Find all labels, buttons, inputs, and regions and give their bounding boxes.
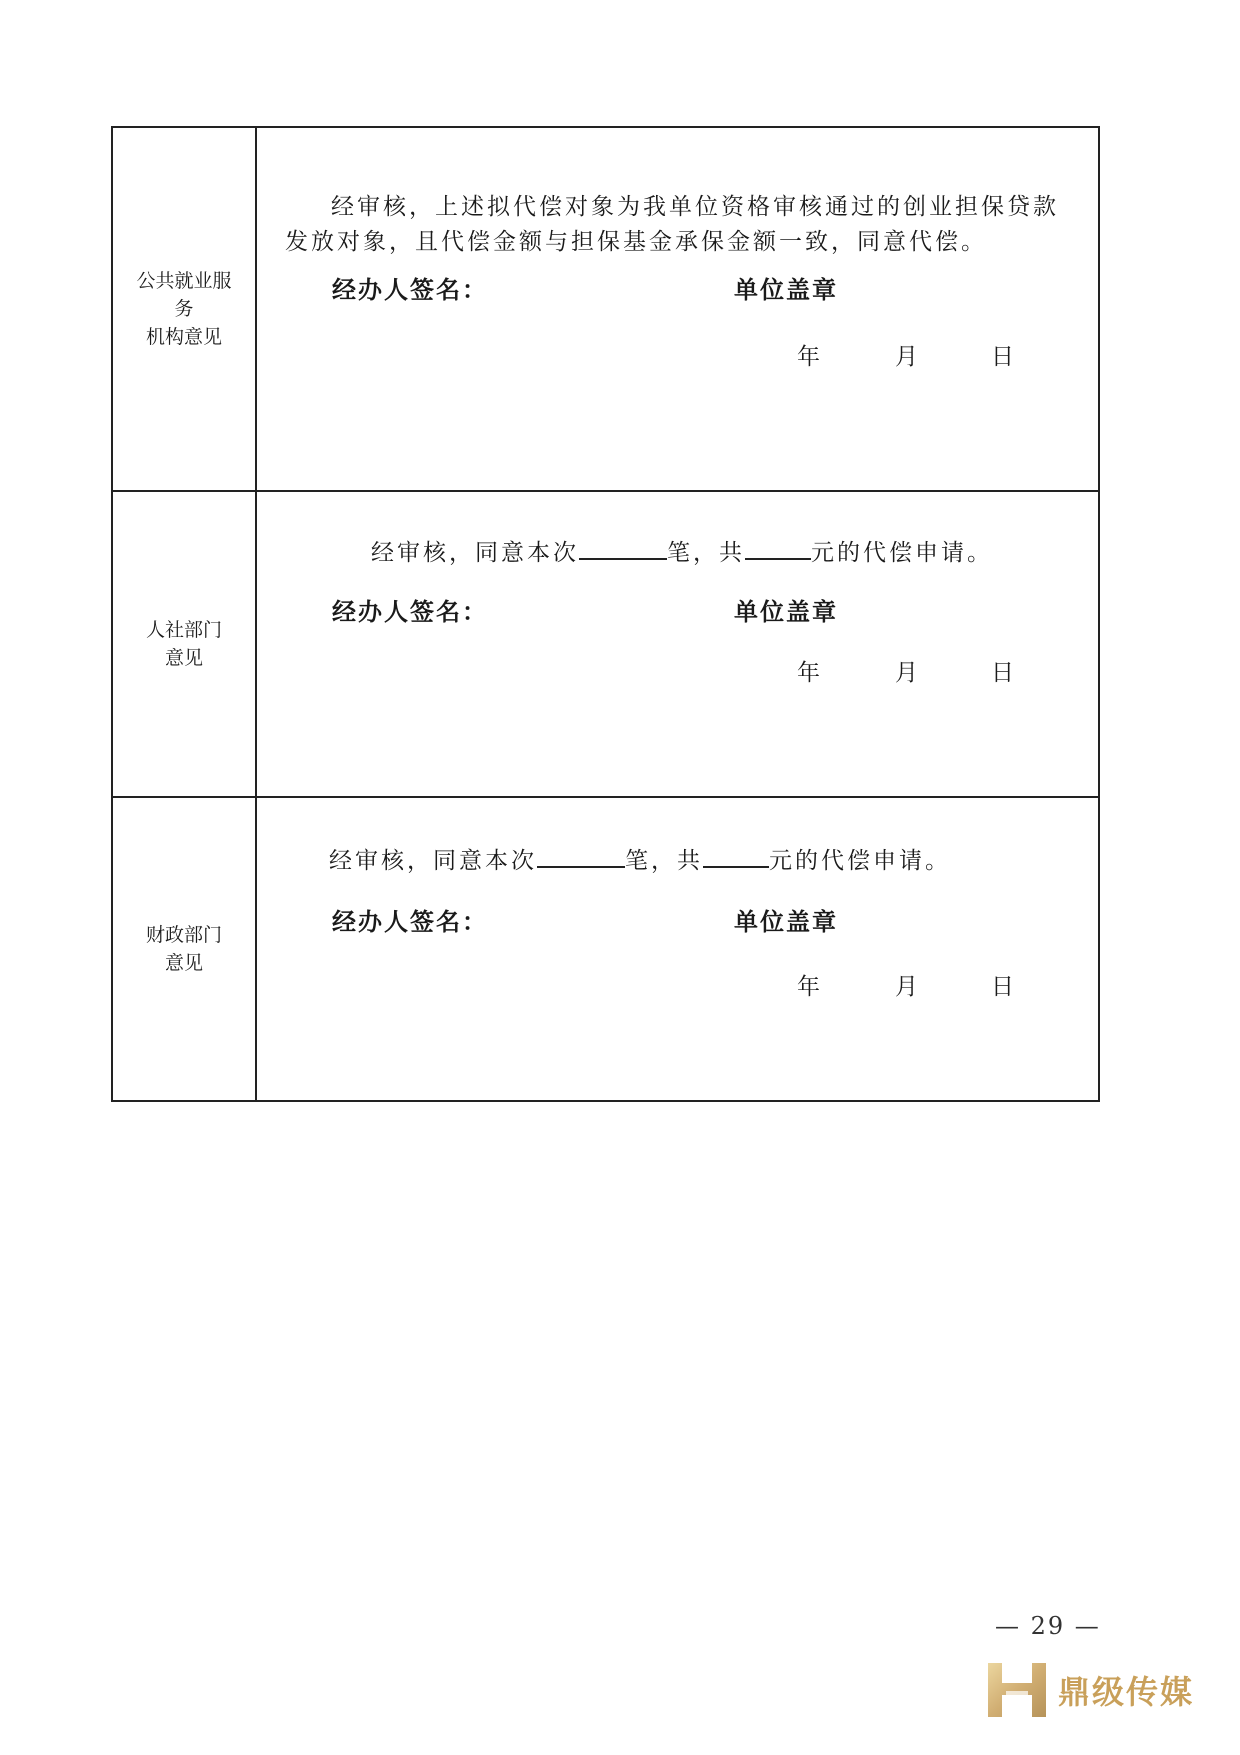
review-suffix: 元的代偿申请。 xyxy=(769,848,951,874)
date-month-label: 月 xyxy=(895,344,918,370)
signer-label: 经办人签名： xyxy=(332,907,488,936)
review-line: 发放对象，且代偿金额与担保基金承保金额一致，同意代偿。 xyxy=(285,229,987,255)
date-month-label: 月 xyxy=(895,660,918,686)
date-day-label: 日 xyxy=(991,660,1014,686)
date-year-label: 年 xyxy=(797,660,820,686)
review-prefix: 经审核，同意本次 xyxy=(371,540,579,566)
row-label-cell xyxy=(113,798,257,1100)
signer-label: 经办人签名： xyxy=(332,275,488,304)
opinion-cell xyxy=(257,492,1098,796)
watermark-logo-icon xyxy=(980,1653,1054,1727)
row-label-line: 人社部门 xyxy=(145,619,222,641)
count-blank[interactable] xyxy=(579,536,667,560)
review-mid: 笔，共 xyxy=(625,848,703,874)
row-finance-department xyxy=(113,796,1098,1100)
review-statement xyxy=(329,844,951,879)
row-label-line: 财政部门 xyxy=(145,924,222,946)
row-label-line: 公共就业服务 xyxy=(136,270,232,320)
date-day-label: 日 xyxy=(991,344,1014,370)
review-line: 经审核，上述拟代偿对象为我单位资格审核通过的创业担保贷款 xyxy=(331,194,1059,220)
row-hr-social-security xyxy=(113,490,1098,796)
date-year-label: 年 xyxy=(797,344,820,370)
opinion-cell xyxy=(257,128,1098,490)
review-statement xyxy=(371,536,993,571)
review-suffix: 元的代偿申请。 xyxy=(811,540,993,566)
stamp-label: 单位盖章 xyxy=(734,597,838,626)
opinion-cell xyxy=(257,798,1098,1100)
row-label xyxy=(129,267,239,351)
row-label-cell xyxy=(113,128,257,490)
row-label-line: 意见 xyxy=(164,647,203,669)
stamp-label: 单位盖章 xyxy=(734,907,838,936)
stamp-label: 单位盖章 xyxy=(734,275,838,304)
review-statement xyxy=(285,190,1085,260)
row-public-employment-service xyxy=(113,128,1098,490)
row-label-line: 机构意见 xyxy=(145,326,222,348)
date-year-label: 年 xyxy=(797,974,820,1000)
review-mid: 笔，共 xyxy=(667,540,745,566)
date-month-label: 月 xyxy=(895,974,918,1000)
row-label xyxy=(129,616,239,672)
watermark-text: 鼎级传媒 xyxy=(1058,1673,1195,1711)
review-prefix: 经审核，同意本次 xyxy=(329,848,537,874)
row-label-cell xyxy=(113,492,257,796)
signer-label: 经办人签名： xyxy=(332,597,488,626)
amount-blank[interactable] xyxy=(745,536,811,560)
count-blank[interactable] xyxy=(537,844,625,868)
date-day-label: 日 xyxy=(991,974,1014,1000)
row-label xyxy=(129,921,239,977)
watermark xyxy=(980,1650,1210,1730)
row-label-line: 意见 xyxy=(164,952,203,974)
approval-form-table xyxy=(111,126,1100,1102)
amount-blank[interactable] xyxy=(703,844,769,868)
page-number: — 29 — xyxy=(995,1612,1101,1640)
